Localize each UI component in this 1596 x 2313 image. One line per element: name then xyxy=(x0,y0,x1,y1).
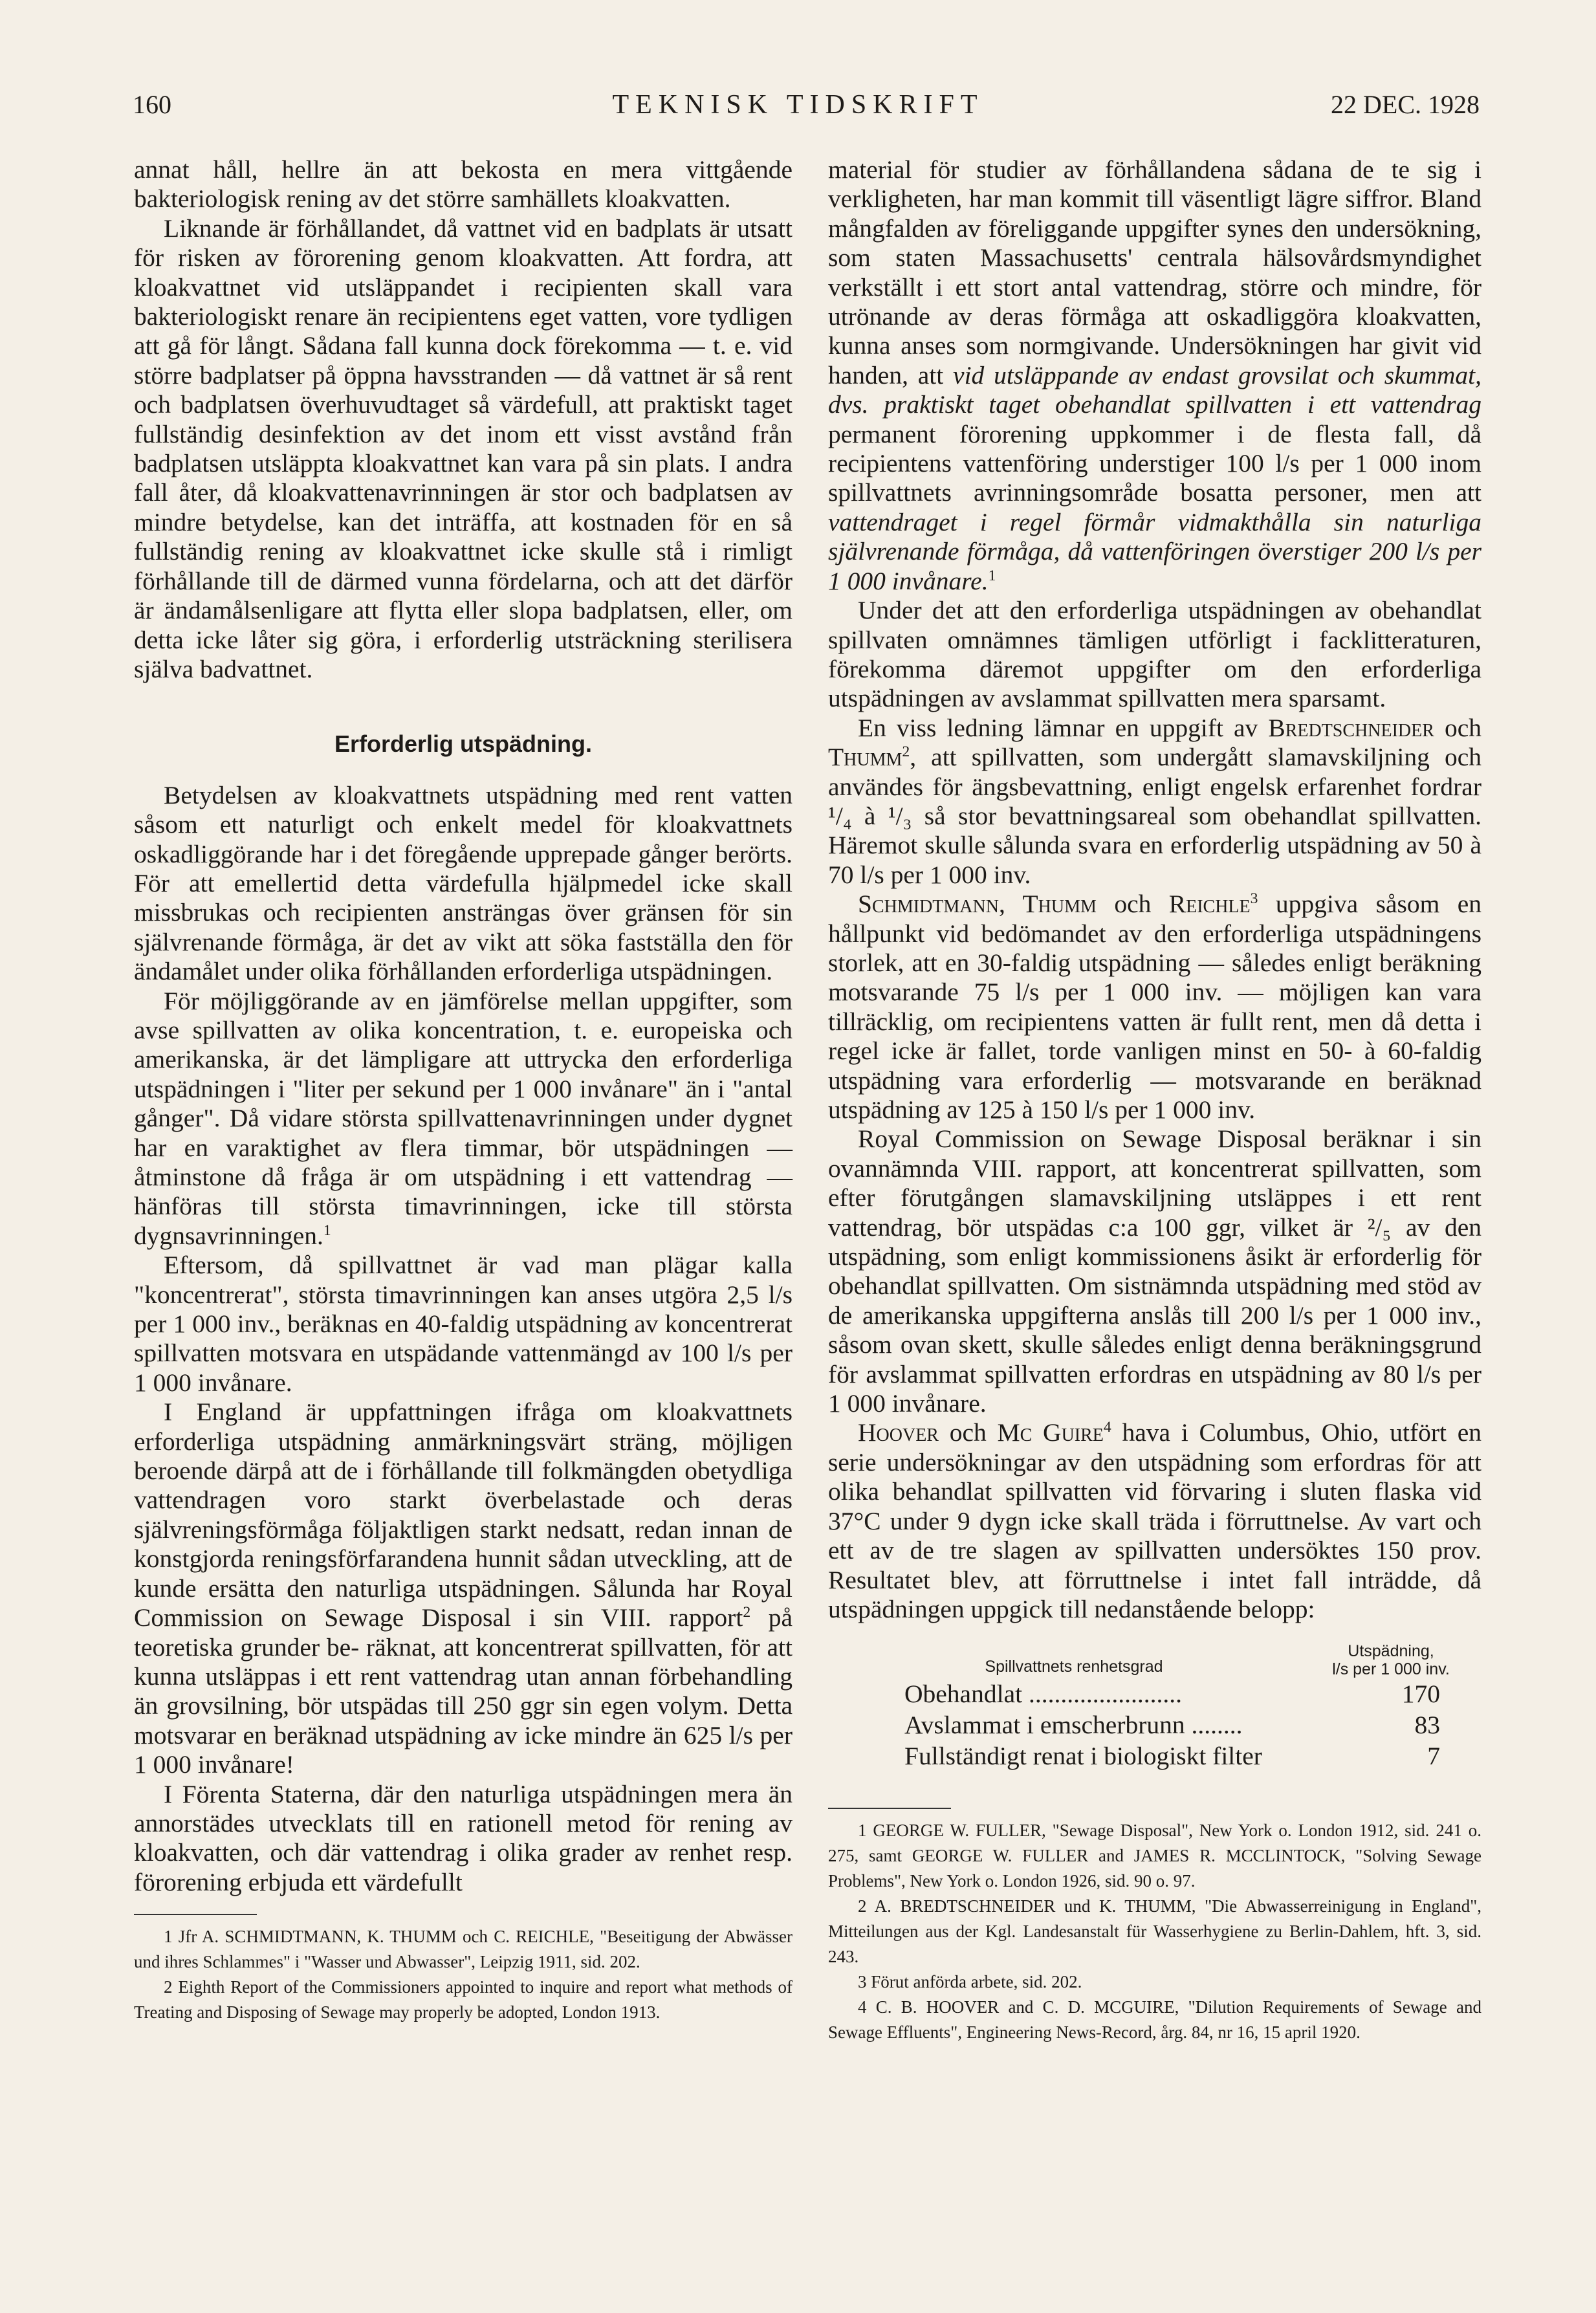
footnote: 2 A. BREDTSCHNEIDER und K. THUMM, "Die Abwasserreinigung in England", Mitteilungen aus der Kgl. Landesanstalt für Wasserhygiene zu Berlin-Dahlem, hft. 3, sid. 243. xyxy=(828,1896,1481,1967)
footnote-divider xyxy=(134,1914,257,1915)
footnote-mark: 4 xyxy=(1103,1419,1111,1436)
paragraph-text: uppgiva såsom en hållpunkt vid bedömandet av den erforderliga utspädningens storlek, att en 30-faldig utspädning — således enligt beräkning motsvarande 75 l/s per 1 000 inv. — möjligen kan vara tillräcklig, om recipientens vatten är fullt rent, men då detta i regel icke är fallet, torde vanligen minst en 50- à 60-faldig utspädning vara erforderlig — motsvarande en beräknad utspädning av 125 à 150 l/s per 1 000 inv. xyxy=(828,890,1482,1124)
paragraph xyxy=(134,987,793,1251)
table-header-category: Spillvattnets renhetsgrad xyxy=(985,1658,1163,1676)
footnote: 1 GEORGE W. FULLER, "Sewage Disposal", New York o. London 1912, sid. 241 o. 275, samt GEORGE W. FULLER and JAMES R. MCCLINTOCK, "Solving Sewage Problems", New York o. London 1926, sid. 90 o. 97. xyxy=(828,1821,1481,1891)
footnotes xyxy=(828,1818,1481,2045)
table-header-value xyxy=(1320,1642,1462,1678)
paragraph-text: på teoretiska grunder be- xyxy=(134,1603,793,1661)
section-heading: Erforderlig utspädning. xyxy=(334,730,592,758)
paragraph-text: , att spillvatten, som undergått slamavskiljning och användes för ängsbevattning, enligt engelsk erfarenhet fordrar ¹/₄ à ¹/₃ så stor bevattningsareal som obehandlat spillvatten. Häremot skulle sålunda svara en erforderlig utspädning av 50 à 70 l/s per 1 000 inv. xyxy=(828,743,1481,889)
author-name: Mc Guire xyxy=(997,1418,1104,1447)
right-column xyxy=(828,155,1481,2045)
table-cell-value: 170 xyxy=(1401,1680,1440,1709)
footnote: 3 Förut anförda arbete, sid. 202. xyxy=(858,1972,1082,1992)
paragraph: Under det att den erforderliga utspädningen av obehandlat spillvaten omnämnes tämligen utförligt i facklitteraturen, förekomma däremot uppgifter om den erforderliga utspädningen av avslammat spillvatten mera sparsamt. xyxy=(828,596,1481,713)
footnote-mark: 1 xyxy=(323,1222,331,1239)
paragraph-text: material för studier av förhållandena sådana de te sig i verkligheten, har man kommit till väsentligt lägre siffror. Bland mångfalden av föreliggande uppgifter synes den undersökning, som staten Massachusetts' centrala hälsovårdsmyndighet verkställt i ett stort antal vattendrag, större och mindre, för utrönande av deras förmåga att oskadliggöra kloakvatten, kunna anses som normgivande. Undersökningen har givit vid handen, att xyxy=(828,155,1481,389)
journal-title: TEKNISK TIDSKRIFT xyxy=(612,90,984,120)
paragraph xyxy=(828,714,1481,890)
author-name: Bredtschneider xyxy=(1268,713,1434,742)
footnotes xyxy=(134,1924,793,2025)
footnote-mark: 1 xyxy=(988,567,996,584)
paragraph xyxy=(828,1418,1481,1624)
dilution-table xyxy=(828,1642,1481,1771)
emphasis-text: vattendraget i regel förmår vidmakthålla sin naturliga självrenande förmåga, då vattenföringen överstiger 200 l/s per 1 000 invånare. xyxy=(828,507,1481,595)
table-header-line: Utspädning, xyxy=(1348,1642,1434,1661)
footnote-divider xyxy=(828,1808,951,1809)
author-name: Reichle xyxy=(1168,890,1251,919)
paragraph-text: permanent förorening uppkommer i de flesta fall, då recipientens vattenföring understiger 100 l/s per 1 000 inom spillvattnets avrinningsområde bosatta personer, men att xyxy=(828,419,1481,507)
paragraph: Eftersom, då spillvattnet är vad man plägar kalla "koncentrerat", största timavrinningen kan anses utgöra 2,5 l/s per 1 000 inv., beräknas en 40-faldig utspädning av koncentrerat spillvatten motsvara en utspädande vattenmängd av 100 l/s per 1 000 invånare. xyxy=(134,1251,793,1397)
paragraph-text: hava i Columbus, Ohio, utfört en serie undersökningar av den utspädning som erfordras för att olika behandlat spillvatten vid förvaring i sluten flaska vid 37°C under 9 dygn icke skall träda i förruttnelse. Av vart och ett av de tre slagen av spillvatten undersöktes 150 prov. Resultatet blev, att förruttnelse i intet fall inträdde, då utspädningen uppgick till nedanstående belopp: xyxy=(828,1418,1482,1623)
table-header-line: l/s per 1 000 inv. xyxy=(1332,1660,1450,1679)
footnote: 4 C. B. HOOVER and C. D. MCGUIRE, "Dilution Requirements of Sewage and Sewage Effluents", Engineering News-Record, årg. 84, nr 16, 15 april 1920. xyxy=(828,1997,1481,2043)
author-name: Schmidtmann, Thumm xyxy=(858,890,1097,919)
left-column xyxy=(134,155,793,2025)
table-row xyxy=(828,1740,1481,1771)
paragraph: I Förenta Staterna, där den naturliga utspädningen mera än annorstädes utvecklats till en rationell metod för rening av kloakvatten, och där vattendrag i olika grader av renhet resp. förorening erbjuda ett värdefullt xyxy=(134,1779,793,1896)
table-header xyxy=(828,1642,1481,1678)
paragraph xyxy=(134,1398,793,1779)
paragraph xyxy=(828,890,1481,1124)
table-cell-category: Avslammat i emscherbrunn ........ xyxy=(904,1711,1243,1740)
author-name: Hoover xyxy=(858,1418,939,1447)
footnote: 1 Jfr A. SCHMIDTMANN, K. THUMM och C. REICHLE, "Beseitigung der Abwässer und ihres Schlammes" i "Wasser und Abwasser", Leipzig 1911, sid. 202. xyxy=(134,1927,793,1972)
paragraph: Liknande är förhållandet, då vattnet vid en badplats är utsatt för risken av förorening genom kloakvatten. Att fordra, att kloakvattnet vid utsläppandet i recipienten skall vara bakteriologiskt renare än recipientens eget vatten, vore tydligen att gå för långt. Sådana fall kunna dock förekomma — t. e. vid större badplatser på öppna havsstranden — då vattnet är så rent och badplatsen överhuvudtaget så värdefull, att praktiskt taget fullständig desinfektion av det inom ett visst avstånd från badplatsen utsläppta kloakvattnet kan vara på sin plats. I andra fall åter, då kloakvattenavrinningen är stor och badplatsen av mindre betydelse, kan det inträffa, att kostnaden för en så fullständig rening av kloakvattnet icke skulle stå i rimligt förhållande till de därmed vunna fördelarna, och att det därför är ändamålsenligare att flytta eller slopa badplatsen, eller, om detta icke låter sig göra, i erforderlig utsträckning sterilisera själva badvattnet. xyxy=(134,214,793,683)
paragraph-text: och xyxy=(1114,890,1152,919)
table-row xyxy=(828,1678,1481,1709)
table-cell-value: 7 xyxy=(1427,1742,1440,1771)
footnote-mark: 3 xyxy=(1250,890,1258,907)
paragraph: annat håll, hellre än att bekosta en mera vittgående bakteriologisk rening av det större samhällets kloakvatten. xyxy=(134,155,793,214)
issue-date: 22 DEC. 1928 xyxy=(1331,90,1480,119)
paragraph-text: och xyxy=(949,1418,987,1447)
footnote-mark: 2 xyxy=(743,1603,751,1621)
table-row xyxy=(828,1709,1481,1740)
paragraph xyxy=(828,155,1481,596)
paragraph-text: För möjliggörande av en jämförelse mellan uppgifter, som avse spillvatten av olika koncentration, t. e. europeiska och amerikanska, är det lämpligare att uttrycka den erforderliga utspädningen i "liter per sekund per 1 000 invånare" än i "antal gånger". Då vidare största spillvattenavrinningen under dygnet har en varaktighet av flera timmar, bör utspädningen — åtminstone då fråga är om utspädning i ett vattendrag — hänföras till största timavrinningen, icke till största dygnsavrinningen. xyxy=(134,986,793,1250)
table-cell-category: Obehandlat ........................ xyxy=(904,1680,1182,1709)
emphasis-text: vid utsläppande av endast grovsilat och skummat, dvs. praktiskt taget obehandlat spillvatten i ett vattendrag xyxy=(828,360,1481,419)
table-cell-value: 83 xyxy=(1414,1711,1440,1740)
table-cell-category: Fullständigt renat i biologiskt filter xyxy=(904,1742,1262,1771)
footnote: 2 Eighth Report of the Commissioners appointed to inquire and report what methods of Treating and Disposing of Sewage may properly be adopted, London 1913. xyxy=(134,1977,793,2023)
page-number: 160 xyxy=(133,90,171,119)
paragraph: Royal Commission on Sewage Disposal beräknar i sin ovannämnda VIII. rapport, att koncentrerat spillvatten, som efter förutgången slamavskiljning utsläppes i ett rent vattendrag, bör utspädas c:a 100 ggr, vilket är ²/₅ av den utspädning, som enligt kommissionens åsikt är erforderlig för obehandlat spillvatten. Om sistnämnda utspädning med stöd av de amerikanska uppgifterna anslås till 200 l/s per 1 000 inv., såsom ovan skett, skulle således enligt denna beräkningsgrund för avslammat spillvatten erfordras en utspädning av 80 l/s per 1 000 invånare. xyxy=(828,1124,1481,1418)
paragraph-text: En viss ledning lämnar en uppgift av xyxy=(858,713,1258,742)
paragraph-text: I England är uppfattningen ifråga om kloakvattnets erforderliga utspädning anmärkningsvärt sträng, möjligen beroende därpå att de i förhållande till folkmängden obetydliga vattendragen voro starkt överbelastade och deras självreningsförmåga följaktligen starkt nedsatt, redan innan de konstgjorda reningsförfarandena hunnit sådan utveckling, att de kunde ersätta den naturliga utspädningen. Sålunda har Royal Commission on Sewage Disposal i sin VIII. rapport xyxy=(134,1398,793,1632)
paragraph: Betydelsen av kloakvattnets utspädning med rent vatten såsom ett naturligt och enkelt medel för kloakvattnets oskadliggörande har i det föregående upprepade gånger berörts. För att emellertid detta värdefulla hjälpmedel icke skall missbrukas och recipienten ansträngas över gränsen för sin självrenande förmåga, är det av vikt att söka fastställa den för ändamålet under olika förhållanden erforderliga utspädningen. xyxy=(134,780,793,986)
footnote-mark: 2 xyxy=(902,743,910,760)
paragraph-text: och xyxy=(1444,713,1481,742)
paragraph-text: räknat, att koncentrerat spillvatten, för att kunna utsläppas i ett rent vattendrag utan annan förbehandling än grovsilning, bör utspädas till 250 ggr sin egen volym. Detta motsvarar en beräknad utspädning av icke mindre än 625 l/s per 1 000 invånare! xyxy=(134,1632,793,1779)
author-name: Thumm xyxy=(828,743,902,772)
